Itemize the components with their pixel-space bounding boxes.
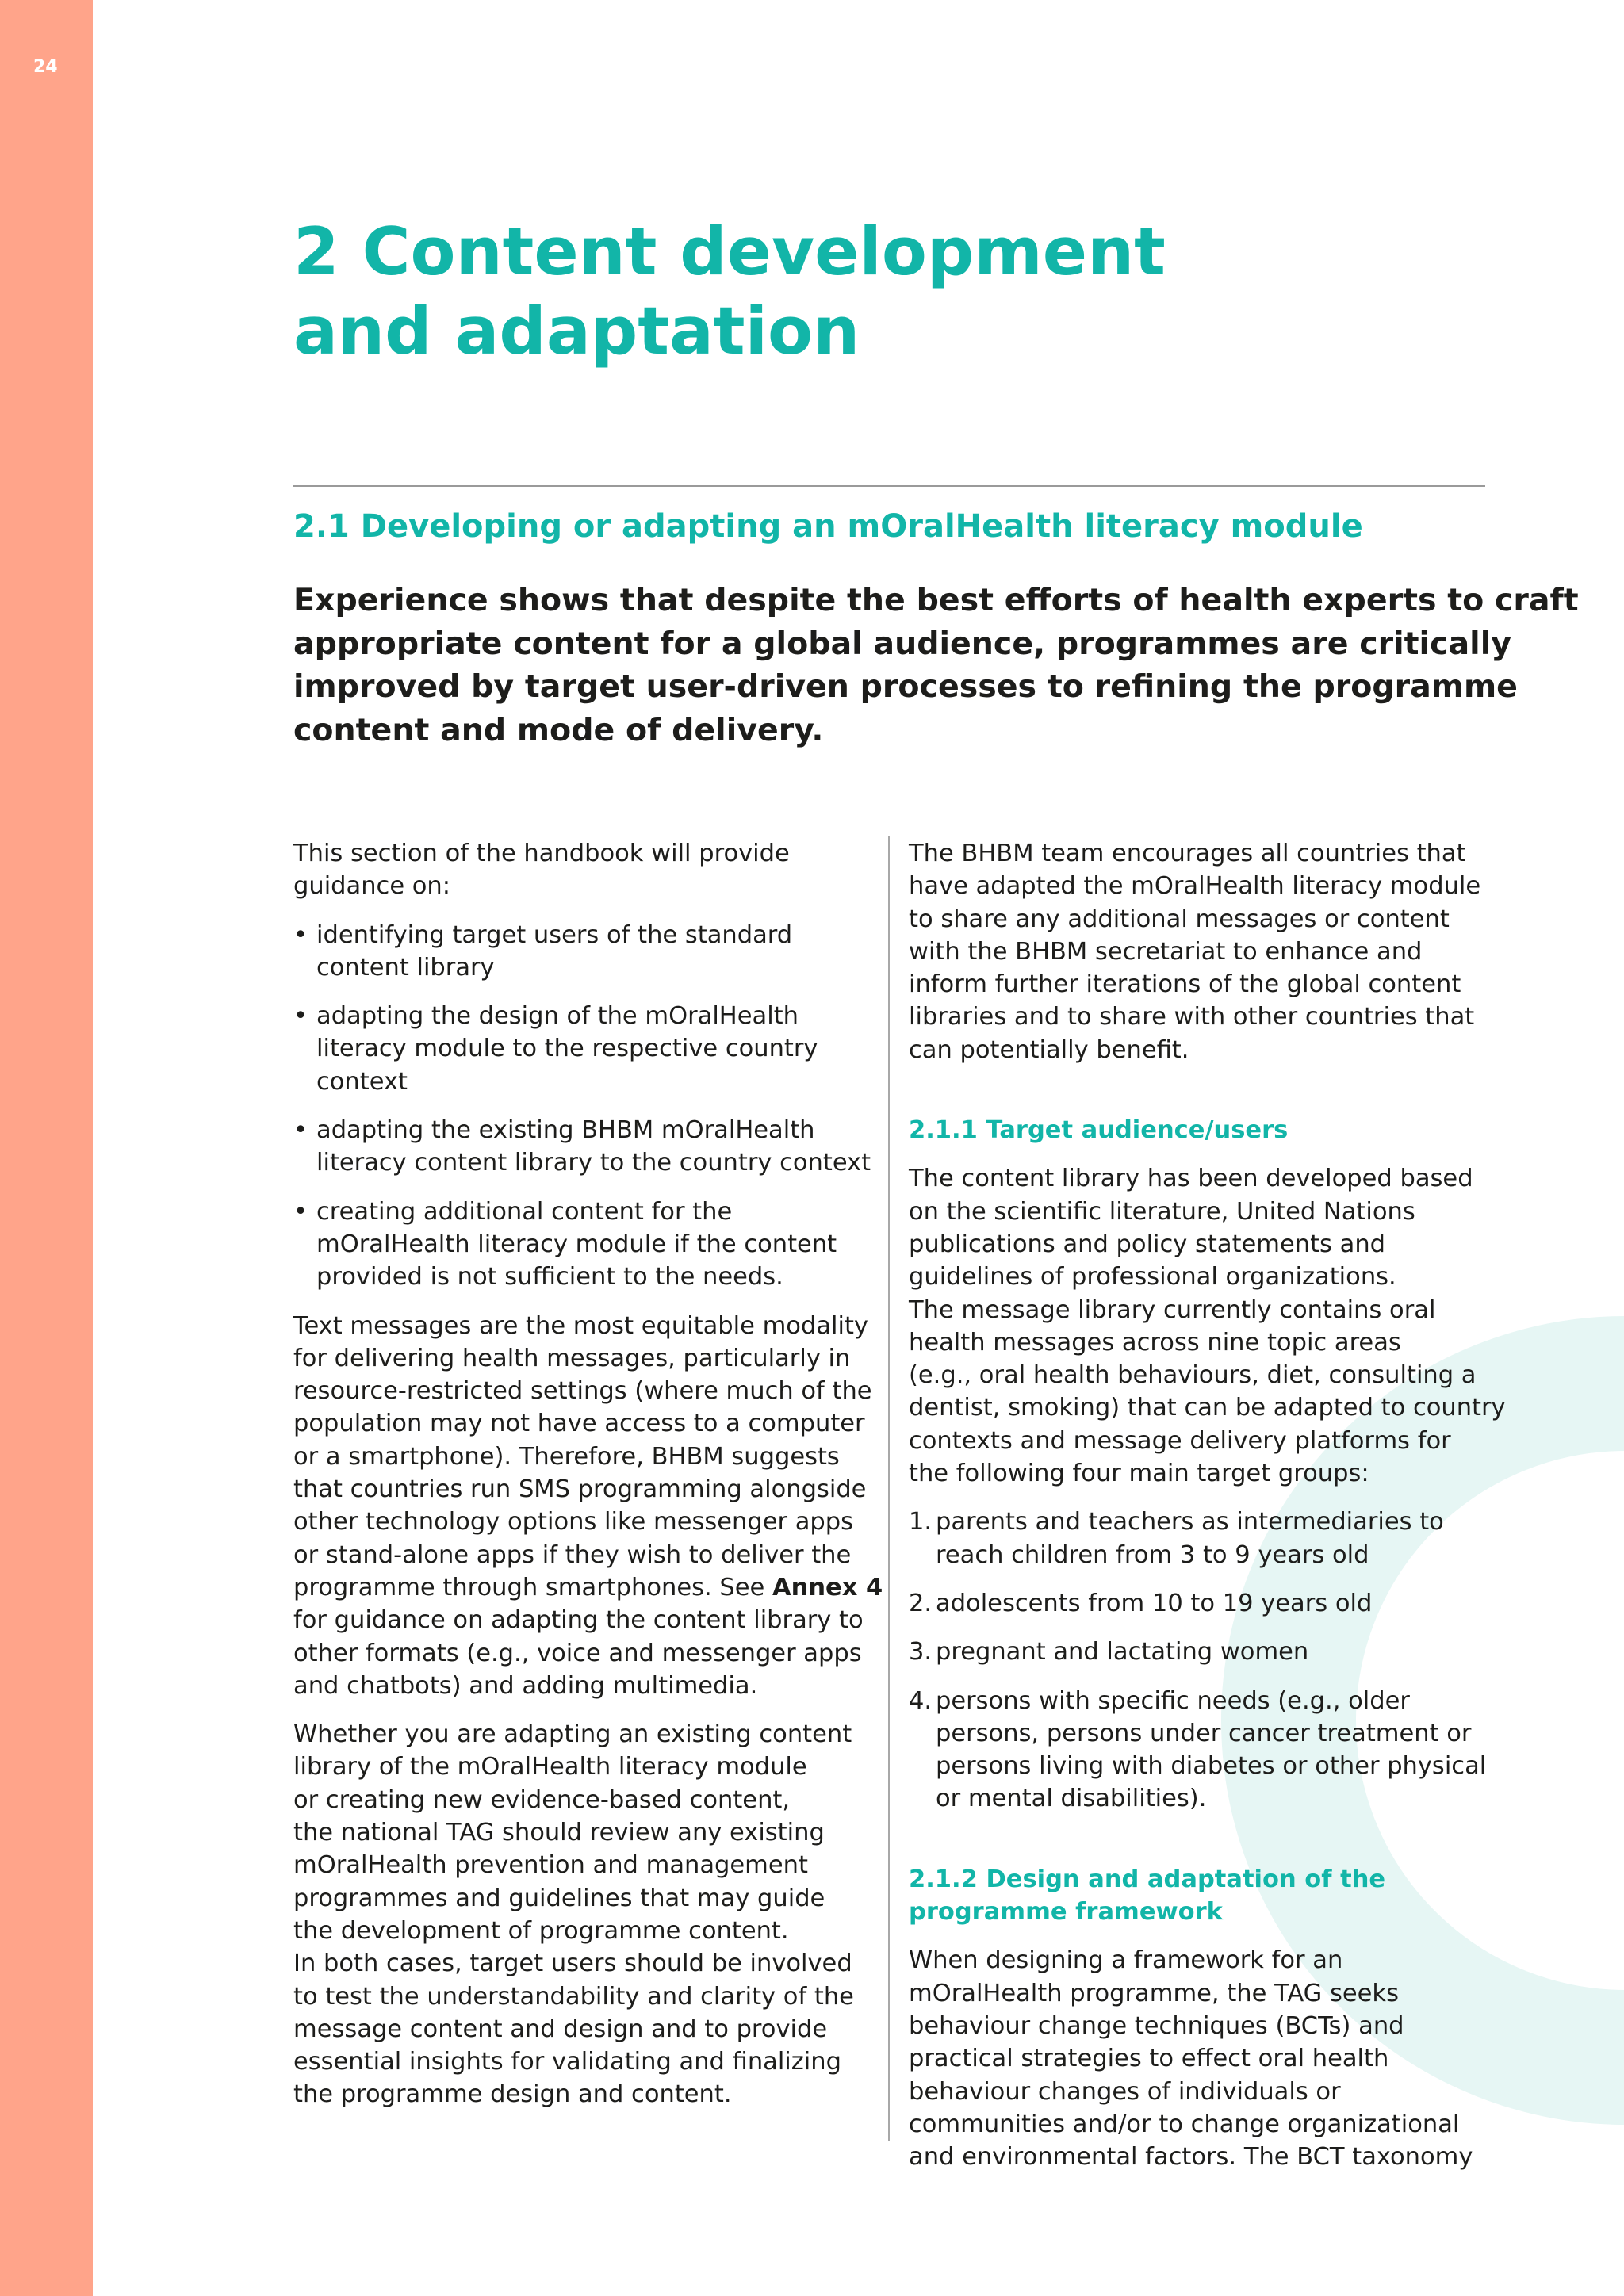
text-line: that countries run SMS programming alongside	[293, 1475, 867, 1504]
left-column	[293, 837, 883, 2127]
text-line: parents and teachers as intermediaries to	[936, 1508, 1444, 1536]
number-marker: 2.	[909, 1589, 933, 1617]
text-line: behaviour change techniques (BCTs) and	[909, 2011, 1404, 2040]
number-marker: 1.	[909, 1508, 933, 1536]
text-line: The BHBM team encourages all countries that	[909, 840, 1466, 867]
text-line: library of the mOralHealth literacy module	[293, 1753, 807, 1781]
text-line: creating additional content for the	[316, 1197, 733, 1226]
text-line: programme framework	[909, 1898, 1223, 1927]
chapter-title-line: and adaptation	[293, 293, 860, 369]
text-line: resource-restricted settings (where much of the	[293, 1377, 872, 1406]
text-line: This section of the handbook will provide	[293, 840, 790, 867]
bullet-marker: •	[293, 920, 308, 949]
bullet-marker: •	[293, 1002, 308, 1031]
text-line: The content library has been developed based	[909, 1165, 1473, 1193]
text-line: persons, persons under cancer treatment or	[936, 1719, 1472, 1747]
text-line: can potentially benefit.	[909, 1035, 1189, 1064]
text-line: Text messages are the most equitable modality	[293, 1311, 868, 1340]
text-line: the following four main target groups:	[909, 1460, 1369, 1488]
framework-paragraph	[909, 1944, 1496, 2173]
text-line: reach children from 3 to 9 years old	[936, 1540, 1369, 1569]
text-line: guidelines of professional organizations.	[909, 1263, 1396, 1292]
text-line: 2.1.2 Design and adaptation of the	[909, 1865, 1386, 1893]
sms-paragraph	[293, 1310, 883, 1703]
intro-line: Experience shows that despite the best efforts of health experts to craft	[293, 582, 1579, 618]
text-line: other technology options like messenger apps	[293, 1508, 854, 1536]
list-item	[909, 1685, 1496, 1816]
text-line: and environmental factors. The BCT taxonomy	[909, 2143, 1473, 2172]
text-line: pregnant and lactating women	[936, 1638, 1309, 1667]
text-line: and chatbots) and adding multimedia.	[293, 1671, 758, 1700]
text-line: practical strategies to effect oral health	[909, 2045, 1389, 2073]
text-line: inform further iterations of the global content	[909, 970, 1461, 999]
sharing-paragraph	[909, 837, 1496, 1066]
text-line: adapting the existing BHBM mOralHealth	[316, 1116, 815, 1145]
text-line: literacy content library to the country context	[316, 1149, 871, 1177]
chapter-title	[293, 212, 1166, 371]
text-line: mOralHealth literacy module if the content	[316, 1230, 837, 1258]
intro-line: improved by target user-driven processes to refining the programme	[293, 668, 1518, 705]
text-line: content library	[316, 953, 495, 982]
text-line: or stand-alone apps if they wish to deliver the	[293, 1540, 852, 1569]
text-line: communities and/or to change organizational	[909, 2110, 1460, 2138]
text-line: have adapted the mOralHealth literacy module	[909, 872, 1481, 901]
text-line: mOralHealth prevention and management	[293, 1851, 808, 1880]
chapter-title-line: 2 Content development	[293, 213, 1166, 290]
number-marker: 3.	[909, 1638, 933, 1667]
text-line: contexts and message delivery platforms for	[909, 1426, 1451, 1455]
guidance-bullet-list	[293, 919, 872, 1294]
text-line	[293, 1571, 883, 1604]
text-line: Whether you are adapting an existing content	[293, 1720, 852, 1749]
list-item	[909, 1636, 1496, 1668]
text-line: the national TAG should review any existing	[293, 1819, 825, 1847]
adaptation-paragraph	[293, 1718, 872, 2111]
text-line: libraries and to share with other countries that	[909, 1003, 1475, 1031]
text-line: behaviour changes of individuals or	[909, 2077, 1341, 2106]
list-item	[293, 1196, 872, 1294]
target-groups-list	[909, 1506, 1496, 1815]
text-line: to share any additional messages or content	[909, 905, 1450, 933]
text-line: publications and policy statements and	[909, 1230, 1386, 1258]
list-item	[909, 1587, 1496, 1620]
right-column	[909, 837, 1506, 2189]
text-line: or mental disabilities).	[936, 1785, 1207, 1813]
text-line: mOralHealth programme, the TAG seeks	[909, 1979, 1399, 2007]
text-line: or a smartphone). Therefore, BHBM suggests	[293, 1442, 840, 1471]
content-library-paragraph	[909, 1162, 1506, 1490]
bullet-marker: •	[293, 1197, 308, 1226]
see-text: programme through smartphones. See	[293, 1573, 772, 1601]
text-line: provided is not sufficient to the needs.	[316, 1263, 783, 1292]
text-line: essential insights for validating and finalizing	[293, 2048, 841, 2076]
text-line: When designing a framework for an	[909, 1946, 1343, 1975]
section-heading: 2.1 Developing or adapting an mOralHealth literacy module	[293, 508, 1363, 545]
text-line: identifying target users of the standard	[316, 920, 793, 949]
text-line: dentist, smoking) that can be adapted to country	[909, 1394, 1506, 1422]
intro-line: appropriate content for a global audience, programmes are critically	[293, 625, 1511, 662]
text-line: health messages across nine topic areas	[909, 1328, 1401, 1357]
subsection-heading-target-audience	[909, 1114, 1496, 1146]
text-line: literacy module to the respective country	[316, 1035, 818, 1063]
text-line: programmes and guidelines that may guide	[293, 1884, 825, 1912]
text-line: persons living with diabetes or other physical	[936, 1752, 1487, 1781]
text-line: adolescents from 10 to 19 years old	[936, 1589, 1373, 1617]
list-item	[293, 1114, 872, 1180]
text-line: for delivering health messages, particularly in	[293, 1344, 851, 1372]
text-line: the development of programme content.	[293, 1916, 789, 1945]
bullet-marker: •	[293, 1116, 308, 1145]
text-line: In both cases, target users should be involved	[293, 1950, 852, 1978]
text-line: or creating new evidence-based content,	[293, 1785, 791, 1814]
intro-paragraph	[293, 579, 1579, 752]
page-number: 24	[33, 57, 58, 77]
text-line: for guidance on adapting the content library to	[293, 1606, 864, 1635]
text-line: with the BHBM secretariat to enhance and	[909, 937, 1423, 966]
text-line: The message library currently contains oral	[909, 1295, 1436, 1324]
text-line: persons with specific needs (e.g., older	[936, 1686, 1410, 1715]
section-divider	[293, 485, 1485, 487]
annex-reference: Annex 4	[772, 1573, 883, 1601]
text-line: other formats (e.g., voice and messenger apps	[293, 1639, 862, 1667]
list-item	[293, 919, 872, 985]
text-line: guidance on:	[293, 872, 451, 901]
subsection-heading-design-adaptation	[909, 1863, 1496, 1929]
text-line: 2.1.1 Target audience/users	[909, 1116, 1289, 1145]
side-color-bar	[0, 0, 93, 2296]
column-divider	[888, 836, 890, 2141]
text-line: the programme design and content.	[293, 2080, 732, 2109]
guidance-intro-paragraph	[293, 837, 872, 903]
text-line: context	[316, 1067, 408, 1096]
text-line: adapting the design of the mOralHealth	[316, 1002, 799, 1031]
text-line: on the scientific literature, United Nations	[909, 1197, 1415, 1226]
text-line: to test the understandability and clarity of the	[293, 1982, 854, 2011]
number-marker: 4.	[909, 1686, 933, 1715]
list-item	[293, 1000, 872, 1098]
text-line: population may not have access to a computer	[293, 1410, 865, 1438]
text-line: message content and design and to provide	[293, 2015, 828, 2043]
text-line: (e.g., oral health behaviours, diet, consulting a	[909, 1361, 1477, 1390]
intro-line: content and mode of delivery.	[293, 711, 824, 748]
list-item	[909, 1506, 1496, 1571]
